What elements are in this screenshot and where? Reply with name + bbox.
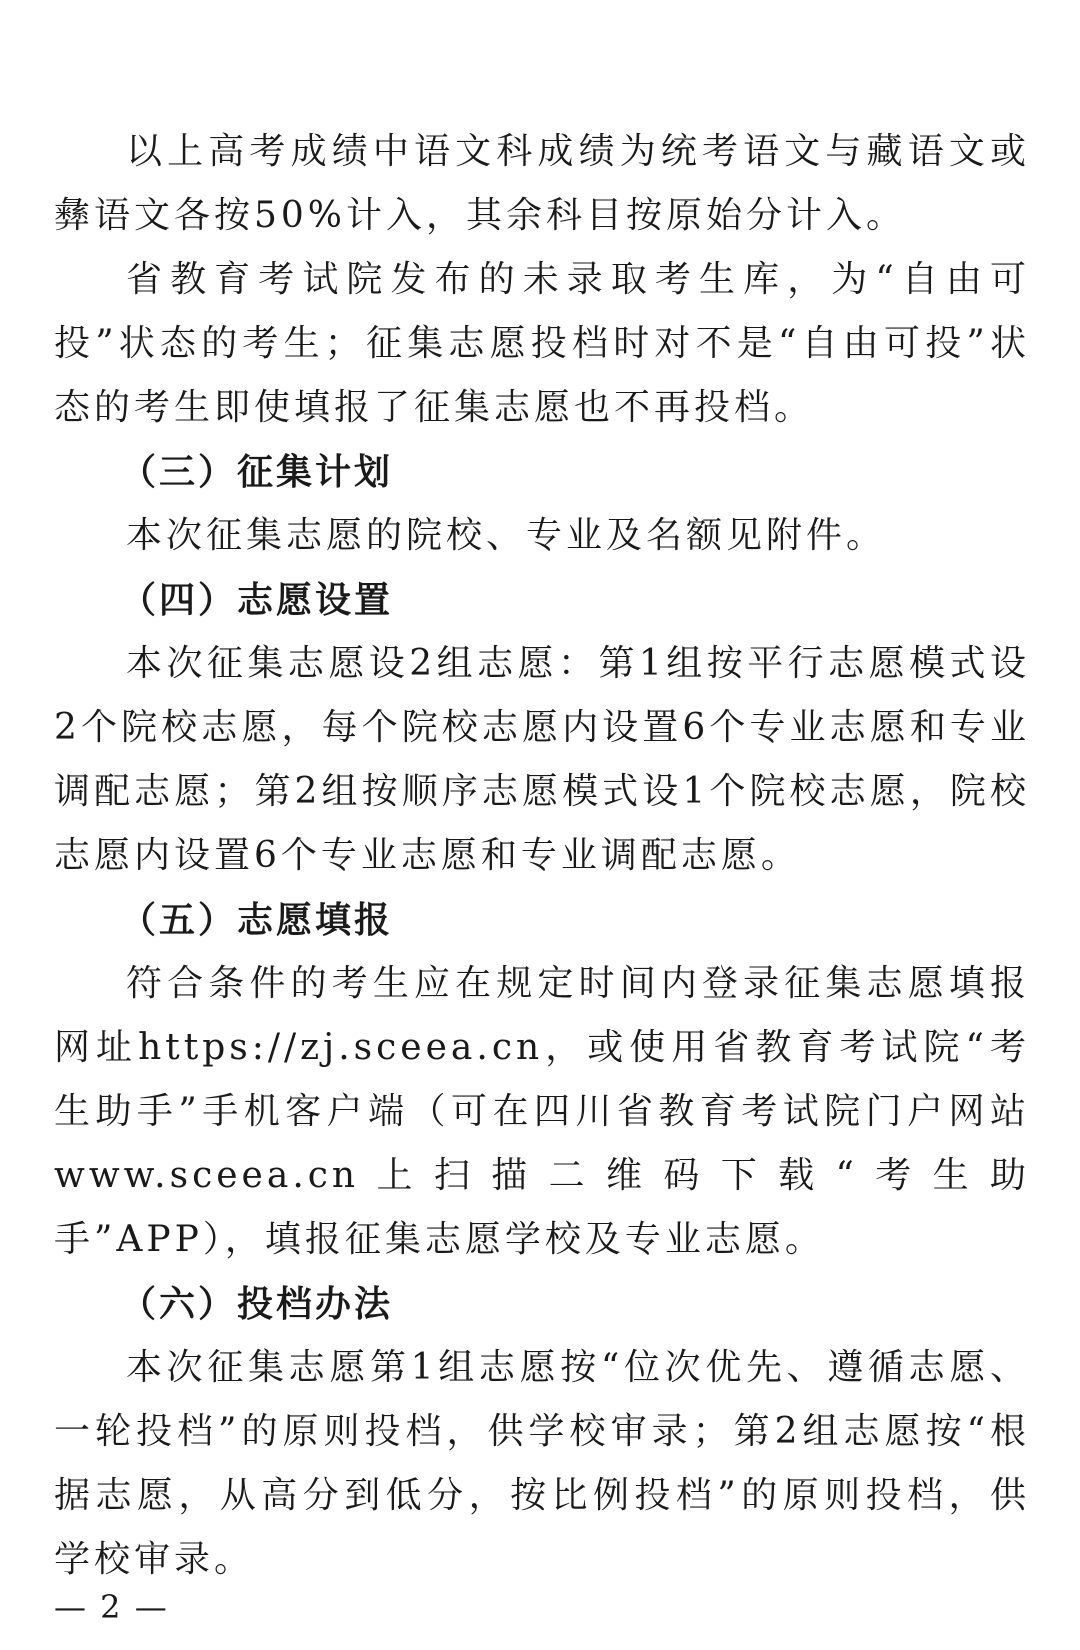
paragraph-filling: 符合条件的考生应在规定时间内登录征集志愿填报网址https://zj.sceea.cn，或使用省教育考试院“考生助手”手机客户端（可在四川省教育考试院门户网站www.sceea.cn上扫描二维码下载“考生助手”APP），填报征集志愿学校及专业志愿。 — [54, 963, 1030, 1260]
paragraph-plan: 本次征集志愿的院校、专业及名额见附件。 — [126, 515, 887, 556]
heading-plan: （三）征集计划 — [120, 451, 394, 493]
paragraph-settings: 本次征集志愿设2组志愿：第1组按平行志愿模式设2个院校志愿，每个院校志愿内设置6个专业志愿和专业调配志愿；第2组按顺序志愿模式设1个院校志愿，院校志愿内设置6个专业志愿和专业调配志愿。 — [54, 643, 1030, 876]
paragraph-candidate-pool: 省教育考试院发布的未录取考生库，为“自由可投”状态的考生；征集志愿投档时对不是“自由可投”状态的考生即使填报了征集志愿也不再投档。 — [54, 259, 1030, 428]
document-body — [54, 120, 1030, 1592]
paragraph-method: 本次征集志愿第1组志愿按“位次优先、遵循志愿、一轮投档”的原则投档，供学校审录；第2组志愿按“根据志愿，从高分到低分，按比例投档”的原则投档，供学校审录。 — [54, 1347, 1030, 1580]
heading-filling: （五）志愿填报 — [120, 899, 394, 941]
paragraph-score-rule: 以上高考成绩中语文科成绩为统考语文与藏语文或彝语文各按50%计入，其余科目按原始分计入。 — [54, 131, 1030, 236]
heading-method: （六）投档办法 — [120, 1283, 394, 1325]
page-number: — 2 — — [54, 1588, 169, 1626]
heading-settings: （四）志愿设置 — [120, 579, 394, 621]
